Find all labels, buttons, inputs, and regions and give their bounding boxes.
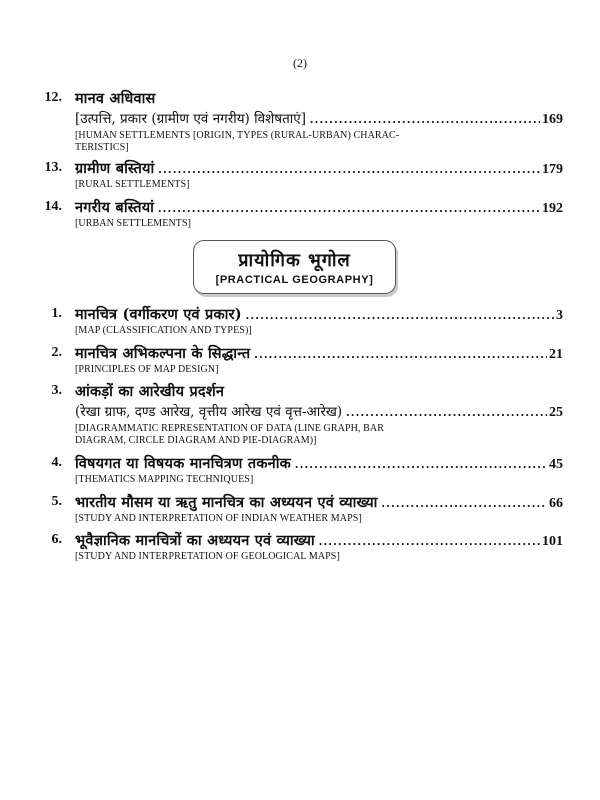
entry-body bbox=[75, 343, 563, 376]
entry-english: [MAP (CLASSIFICATION AND TYPES)] bbox=[75, 325, 252, 336]
entry-english: [HUMAN SETTLEMENTS [ORIGIN, TYPES (RURAL-URBAN) CHARAC- bbox=[75, 130, 400, 141]
leader-dots bbox=[295, 456, 547, 472]
entry-english: [DIAGRAMMATIC REPRESENTATION OF DATA (LINE GRAPH, BAR bbox=[75, 423, 384, 434]
entry-number: 14. bbox=[44, 199, 62, 214]
entry-english: [URBAN SETTLEMENTS] bbox=[75, 218, 192, 229]
entry-page: 21 bbox=[549, 347, 563, 362]
entry-body bbox=[75, 530, 563, 563]
entry-page: 101 bbox=[542, 534, 563, 549]
entry-body bbox=[75, 381, 563, 447]
leader-dots bbox=[382, 495, 547, 511]
leader-dots bbox=[158, 200, 540, 216]
entry-page: 66 bbox=[549, 496, 563, 511]
leader-dots bbox=[254, 346, 547, 362]
section-heading-box bbox=[193, 240, 396, 294]
entry-title: मानचित्र (वर्गीकरण एवं प्रकार) bbox=[75, 306, 242, 323]
entry-body bbox=[75, 197, 563, 230]
entry-english-cont: DIAGRAM, CIRCLE DIAGRAM AND PIE-DIAGRAM)] bbox=[75, 435, 317, 446]
entry-english: [THEMATICS MAPPING TECHNIQUES] bbox=[75, 474, 254, 485]
entry-title-line bbox=[75, 530, 563, 551]
entry-title-line bbox=[75, 88, 563, 109]
entry-english-cont: TERISTICS] bbox=[75, 142, 129, 153]
entry-english: [STUDY AND INTERPRETATION OF INDIAN WEATHER MAPS] bbox=[75, 513, 362, 524]
entry-title: मानचित्र अभिकल्पना के सिद्धान्त bbox=[75, 345, 251, 362]
entry-page: 192 bbox=[542, 201, 563, 216]
entry-title-line bbox=[75, 343, 563, 364]
entry-subtitle: (रेखा ग्राफ, दण्ड आरेख, वृत्तीय आरेख एवं वृत्त-आरेख) bbox=[75, 404, 343, 420]
entry-subtitle-line bbox=[75, 402, 563, 423]
leader-dots bbox=[346, 404, 547, 420]
entry-page: 25 bbox=[549, 405, 563, 420]
entry-number: 3. bbox=[51, 383, 62, 398]
page-number: (2) bbox=[293, 56, 307, 70]
entry-title: भूवैज्ञानिक मानचित्रों का अध्ययन एवं व्याख्या bbox=[75, 532, 315, 549]
entry-title: नगरीय बस्तियां bbox=[75, 199, 155, 216]
entry-body bbox=[75, 453, 563, 486]
section-heading-english: [PRACTICAL GEOGRAPHY] bbox=[215, 274, 374, 286]
leader-dots bbox=[158, 161, 540, 177]
entry-title: ग्रामीण बस्तियां bbox=[75, 160, 155, 177]
entry-subtitle: [उत्पत्ति, प्रकार (ग्रामीण एवं नगरीय) विशेषताएं] bbox=[75, 111, 307, 127]
entry-page: 45 bbox=[549, 457, 563, 472]
entry-number: 4. bbox=[51, 455, 62, 470]
entry-body bbox=[75, 492, 563, 525]
entry-english: [PRINCIPLES OF MAP DESIGN] bbox=[75, 364, 219, 375]
leader-dots bbox=[246, 307, 554, 323]
entry-number: 6. bbox=[51, 532, 62, 547]
entry-number: 2. bbox=[51, 345, 62, 360]
entry-english: [STUDY AND INTERPRETATION OF GEOLOGICAL MAPS] bbox=[75, 551, 340, 562]
entry-page: 169 bbox=[542, 112, 563, 127]
entry-number: 12. bbox=[44, 90, 62, 105]
entry-title: विषयगत या विषयक मानचित्रण तकनीक bbox=[75, 455, 292, 472]
entry-english: [RURAL SETTLEMENTS] bbox=[75, 179, 190, 190]
entry-title-line bbox=[75, 492, 563, 513]
entry-body bbox=[75, 158, 563, 191]
entry-title-line bbox=[75, 381, 563, 402]
entry-subtitle-line bbox=[75, 109, 563, 130]
entry-title: आंकड़ों का आरेखीय प्रदर्शन bbox=[75, 383, 225, 400]
leader-dots bbox=[310, 111, 540, 127]
entry-title-line bbox=[75, 453, 563, 474]
entry-number: 1. bbox=[51, 306, 62, 321]
entry-page: 179 bbox=[542, 162, 563, 177]
entry-body bbox=[75, 304, 563, 337]
entry-title-line bbox=[75, 197, 563, 218]
leader-dots bbox=[319, 533, 540, 549]
entry-title: मानव अधिवास bbox=[75, 90, 156, 107]
entry-number: 13. bbox=[44, 160, 62, 175]
entry-number: 5. bbox=[51, 494, 62, 509]
entry-title-line bbox=[75, 304, 563, 325]
section-heading-hindi: प्रायोगिक भूगोल bbox=[238, 250, 351, 271]
entry-body bbox=[75, 88, 563, 154]
entry-title-line bbox=[75, 158, 563, 179]
entry-title: भारतीय मौसम या ऋतु मानचित्र का अध्ययन एवं व्याख्या bbox=[75, 494, 378, 511]
entry-page: 3 bbox=[556, 308, 563, 323]
